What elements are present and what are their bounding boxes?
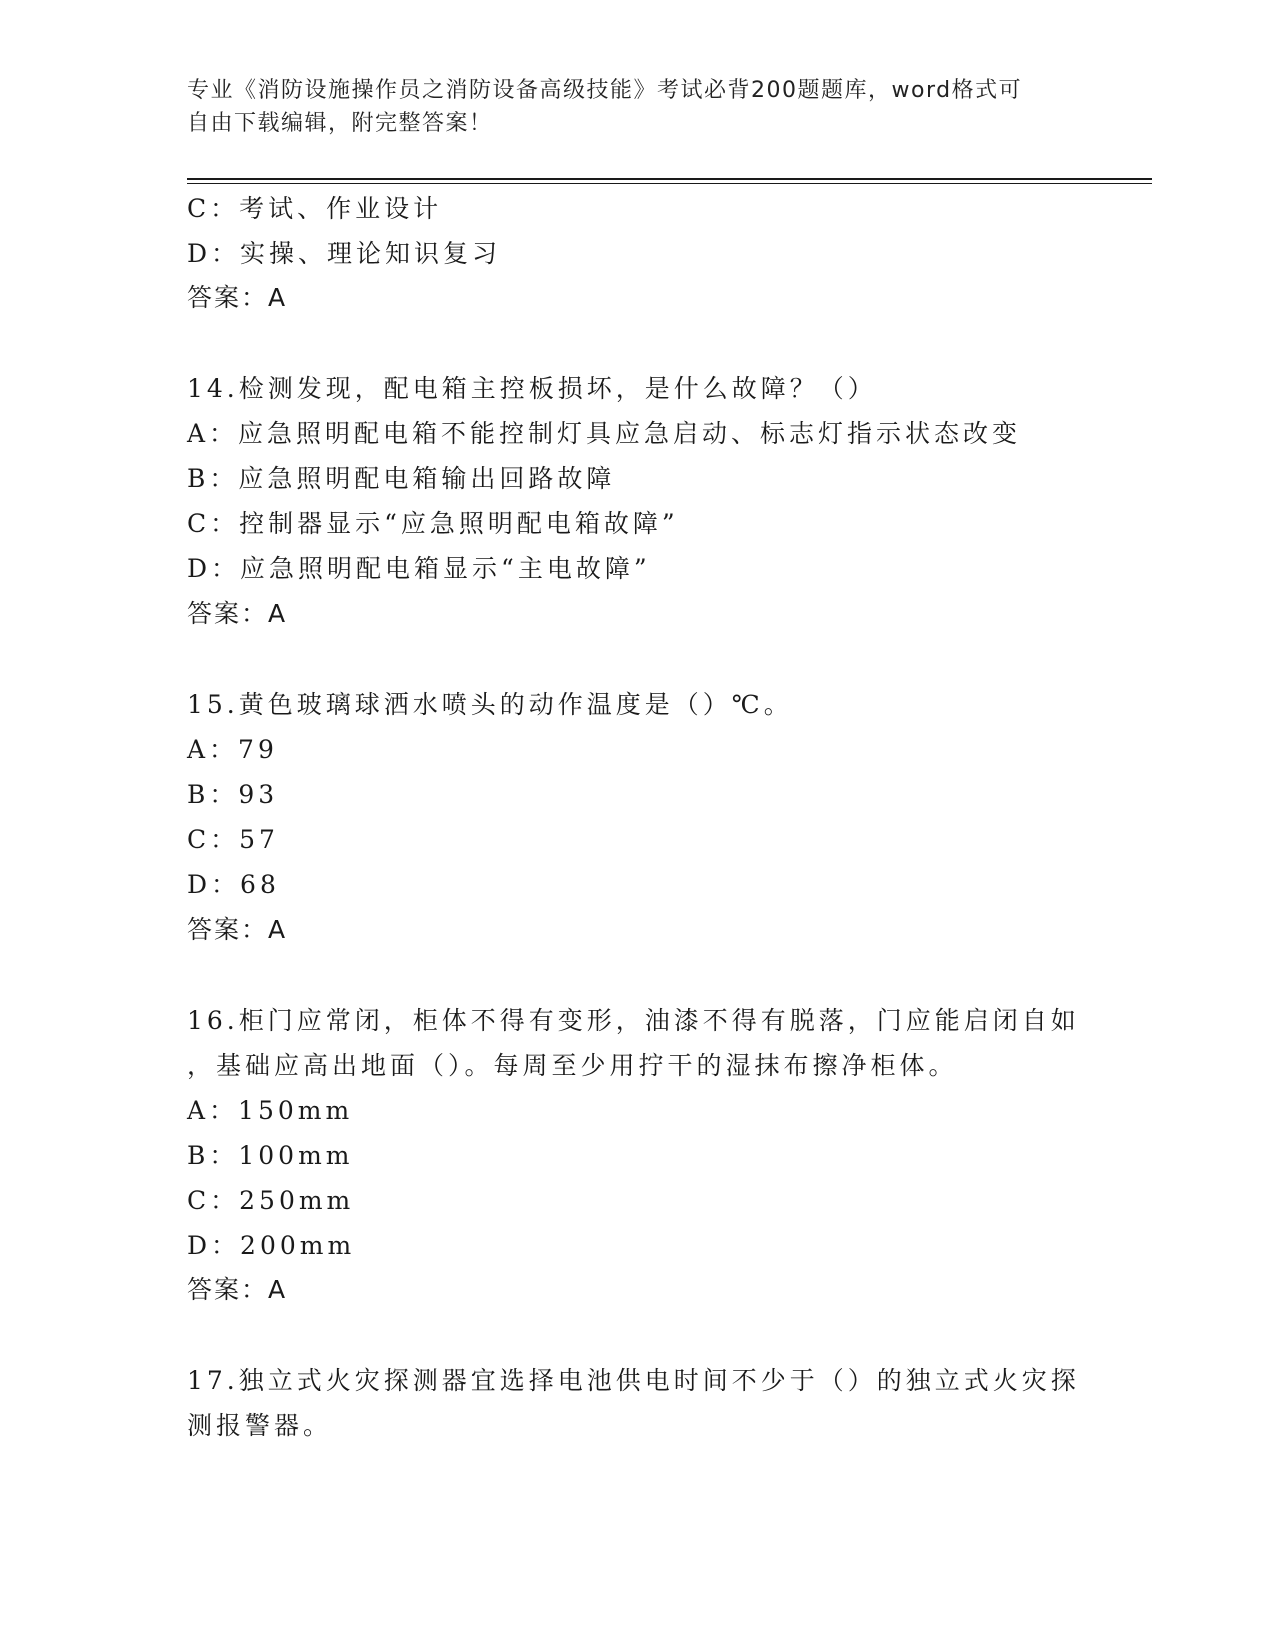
q15-option-d: D：68 xyxy=(187,870,280,899)
q16-stem-line-2: ，基础应高出地面（）。每周至少用拧干的湿抹布擦净柜体。 xyxy=(187,1051,958,1080)
q13-answer: 答案：A xyxy=(187,283,288,312)
q13-option-c: C：考试、作业设计 xyxy=(187,194,443,223)
q16-option-c: C：250mm xyxy=(187,1186,355,1215)
q16-stem-line-1: 16.柜门应常闭，柜体不得有变形，油漆不得有脱落，门应能启闭自如 xyxy=(187,1006,1080,1035)
q13-option-d: D：实操、理论知识复习 xyxy=(187,239,502,268)
q15-answer: 答案：A xyxy=(187,915,288,944)
q16-answer: 答案：A xyxy=(187,1275,288,1304)
document-header xyxy=(187,74,1087,140)
q14-answer: 答案：A xyxy=(187,599,288,628)
q16-option-a: A：150mm xyxy=(187,1096,354,1125)
q16-option-d: D：200mm xyxy=(187,1231,356,1260)
q15-option-c: C：57 xyxy=(187,825,279,854)
q14-stem: 14.检测发现，配电箱主控板损坏，是什么故障？（） xyxy=(187,374,877,403)
q17-stem-line-1: 17.独立式火灾探测器宜选择电池供电时间不少于（）的独立式火灾探 xyxy=(187,1366,1080,1395)
q14-option-b: B：应急照明配电箱输出回路故障 xyxy=(187,464,616,493)
q15-option-a: A：79 xyxy=(187,735,278,764)
q14-option-d: D：应急照明配电箱显示“主电故障” xyxy=(187,554,651,583)
q15-stem: 15.黄色玻璃球洒水喷头的动作温度是（）℃。 xyxy=(187,690,793,719)
q16-option-b: B：100mm xyxy=(187,1141,354,1170)
header-line-1: 专业《消防设施操作员之消防设备高级技能》考试必背200题题库，word格式可 xyxy=(187,78,1023,103)
q14-option-a: A：应急照明配电箱不能控制灯具应急启动、标志灯指示状态改变 xyxy=(187,419,1022,448)
q17-stem-line-2: 测报警器。 xyxy=(187,1411,333,1440)
q14-option-c: C：控制器显示“应急照明配电箱故障” xyxy=(187,509,679,538)
header-divider xyxy=(187,178,1152,180)
q15-option-b: B：93 xyxy=(187,780,279,809)
header-line-2: 自由下载编辑，附完整答案！ xyxy=(187,111,493,136)
header-divider-thin xyxy=(187,183,1152,184)
